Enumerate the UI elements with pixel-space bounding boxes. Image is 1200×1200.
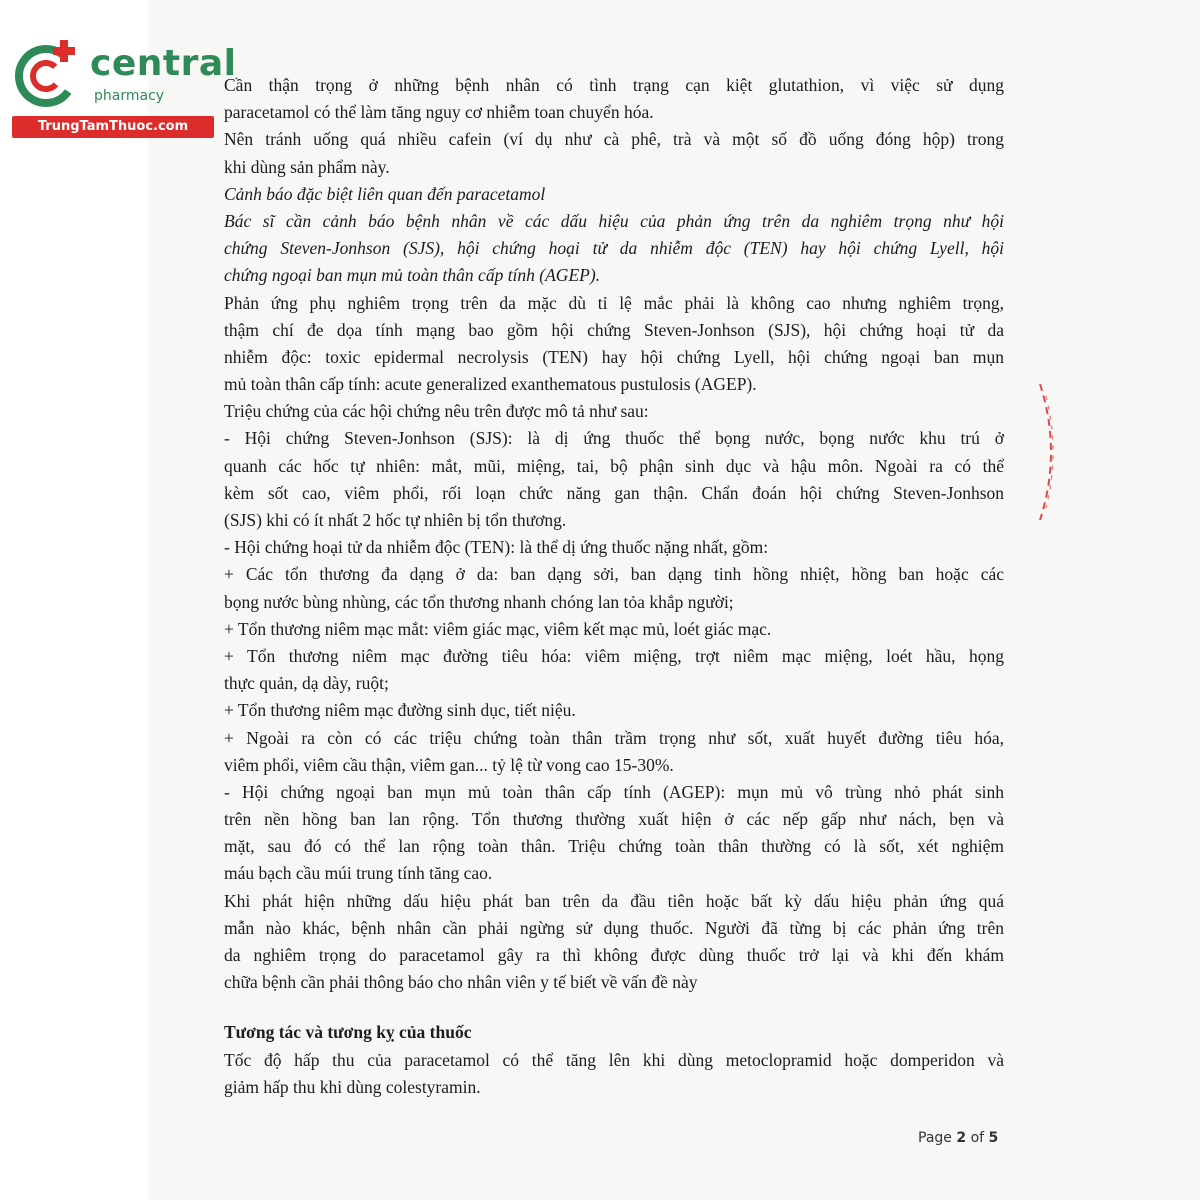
text-line: viêm phổi, viêm cầu thận, viêm gan... tỷ lệ từ vong cao 15-30%. [224,754,674,775]
text-line: chữa bệnh cần phải thông báo cho nhân viên y tế biết về vấn đề này [224,972,698,993]
paragraph [224,779,1004,888]
text-line: nhiễm độc: toxic epidermal necrolysis (TEN) hay hội chứng Lyell, hội chứng ngoại ban mụn [224,346,1004,367]
text-line: giảm hấp thu khi dùng colestyramin. [224,1076,481,1097]
left-margin [0,0,148,1200]
paragraph [224,126,1004,180]
text-line: Phản ứng phụ nghiêm trọng trên da mặc dù tỉ lệ mắc phải là không cao nhưng nghiêm trọng, [224,292,1004,313]
paragraph-list [224,72,1004,996]
text-line: Cần thận trọng ở những bệnh nhân có tình trạng cạn kiệt glutathion, vì việc sử dụng [224,75,1004,95]
pharmacy-logo [8,36,237,140]
text-line: chứng Steven-Jonhson (SJS), hội chứng hoại tử da nhiễm độc (TEN) hay hội chứng Lyell, hội [224,238,1004,259]
logo-subtitle: pharmacy [94,88,165,104]
text-line: - Hội chứng ngoại ban mụn mủ toàn thân cấp tính (AGEP): mụn mủ vô trùng nhỏ phát sinh [224,781,1004,802]
section-heading: Tương tác và tương kỵ của thuốc [224,1022,472,1043]
text-line: Khi phát hiện những dấu hiệu phát ban trên da đầu tiên hoặc bất kỳ dấu hiệu phản ứng quá [224,890,1004,911]
text-line: thậm chí đe dọa tính mạng bao gồm hội chứng Steven-Jonhson (SJS), hội chứng hoại tử da [224,319,1004,340]
text-line: Cảnh báo đặc biệt liên quan đến paracetamol [224,183,546,204]
text-line: máu bạch cầu múi trung tính tăng cao. [224,863,493,884]
red-stamp-edge [1036,382,1066,522]
of-label: of [970,1130,985,1146]
text-line: quanh các hốc tự nhiên: mắt, mũi, miệng, tai, bộ phận sinh dục và hậu môn. Ngoài ra có thể [224,455,1004,476]
text-line: Nên tránh uống quá nhiều cafein (ví dụ như cà phê, trà và một số đồ uống đóng hộp) trong [224,129,1004,150]
text-line: - Hội chứng hoại tử da nhiễm độc (TEN): là thể dị ứng thuốc nặng nhất, gồm: [224,537,769,558]
paragraph [224,290,1004,399]
paragraph [224,697,1004,724]
text-line: kèm sốt cao, viêm phổi, rối loạn chức năng gan thận. Chẩn đoán hội chứng Steven-Jonhson [224,482,1004,503]
text-line: + Tổn thương niêm mạc mắt: viêm giác mạc, viêm kết mạc mủ, loét giác mạc. [224,618,772,639]
text-line: + Ngoài ra còn có các triệu chứng toàn thân trầm trọng như sốt, xuất huyết đường tiêu hóa, [224,727,1004,748]
text-line: da nghiêm trọng do paracetamol gây ra thì không được dùng thuốc trở lại và khi đến khám [224,945,1004,965]
text-line: - Hội chứng Steven-Jonhson (SJS): là dị ứng thuốc thể bọng nước, bọng nước khu trú ở [224,428,1004,449]
page-label: Page [918,1130,952,1146]
logo-wordmark: central [90,43,237,84]
text-line: + Tổn thương niêm mạc đường tiêu hóa: viêm miệng, trợt niêm mạc miệng, loét hầu, họng [224,645,1004,666]
text-line: mủ toàn thân cấp tính: acute generalized exanthematous pustulosis (AGEP). [224,374,757,395]
page-number [918,1130,998,1146]
text-line: bọng nước bùng nhùng, các tổn thương nhanh chóng lan tỏa khắp người; [224,591,734,612]
text-line: trên nền hồng ban lan rộng. Tổn thương thường xuất hiện ở các nếp gấp như nách, bẹn và [224,809,1004,830]
paragraph [224,534,1004,561]
total-pages: 5 [988,1130,999,1146]
current-page: 2 [956,1130,967,1146]
document-body [224,72,1004,1101]
paragraph [224,616,1004,643]
paragraph [224,561,1004,615]
text-line: mặt, sau đó có thể lan rộng toàn thân. Triệu chứng toàn thân thường có là sốt, xét nghiệm [224,836,1004,857]
text-line: + Tổn thương niêm mạc đường sinh dục, tiết niệu. [224,700,576,721]
text-line: + Các tổn thương đa dạng ở da: ban dạng sởi, ban dạng tinh hồng nhiệt, hồng ban hoặc các [224,564,1004,585]
text-line: Triệu chứng của các hội chứng nêu trên được mô tả như sau: [224,401,649,422]
paragraph [224,72,1004,126]
logo-website-banner: TrungTamThuoc.com [12,116,214,138]
paragraph [224,643,1004,697]
text-line: thực quản, dạ dày, ruột; [224,673,389,694]
pharmacy-cross-icon [8,36,84,112]
section-body [224,1047,1004,1101]
paragraph [224,208,1004,290]
paragraph [224,398,1004,425]
text-line: Bác sĩ cần cảnh báo bệnh nhân về các dấu hiệu của phản ứng trên da nghiêm trọng như hội [224,210,1004,231]
paragraph [224,425,1004,534]
text-line: Tốc độ hấp thu của paracetamol có thể tăng lên khi dùng metoclopramid hoặc domperidon và [224,1049,1004,1070]
paragraph [224,725,1004,779]
paragraph [224,888,1004,997]
text-line: (SJS) khi có ít nhất 2 hốc tự nhiên bị tổn thương. [224,510,567,530]
text-line: paracetamol có thể làm tăng nguy cơ nhiễm toan chuyển hóa. [224,102,654,123]
text-line: mẫn nào khác, bệnh nhân cần phải ngừng sử dụng thuốc. Người đã từng bị các phản ứng trên [224,917,1004,938]
text-line: chứng ngoại ban mụn mủ toàn thân cấp tính (AGEP). [224,265,601,286]
paragraph [224,181,1004,208]
text-line: khi dùng sản phẩm này. [224,156,390,177]
